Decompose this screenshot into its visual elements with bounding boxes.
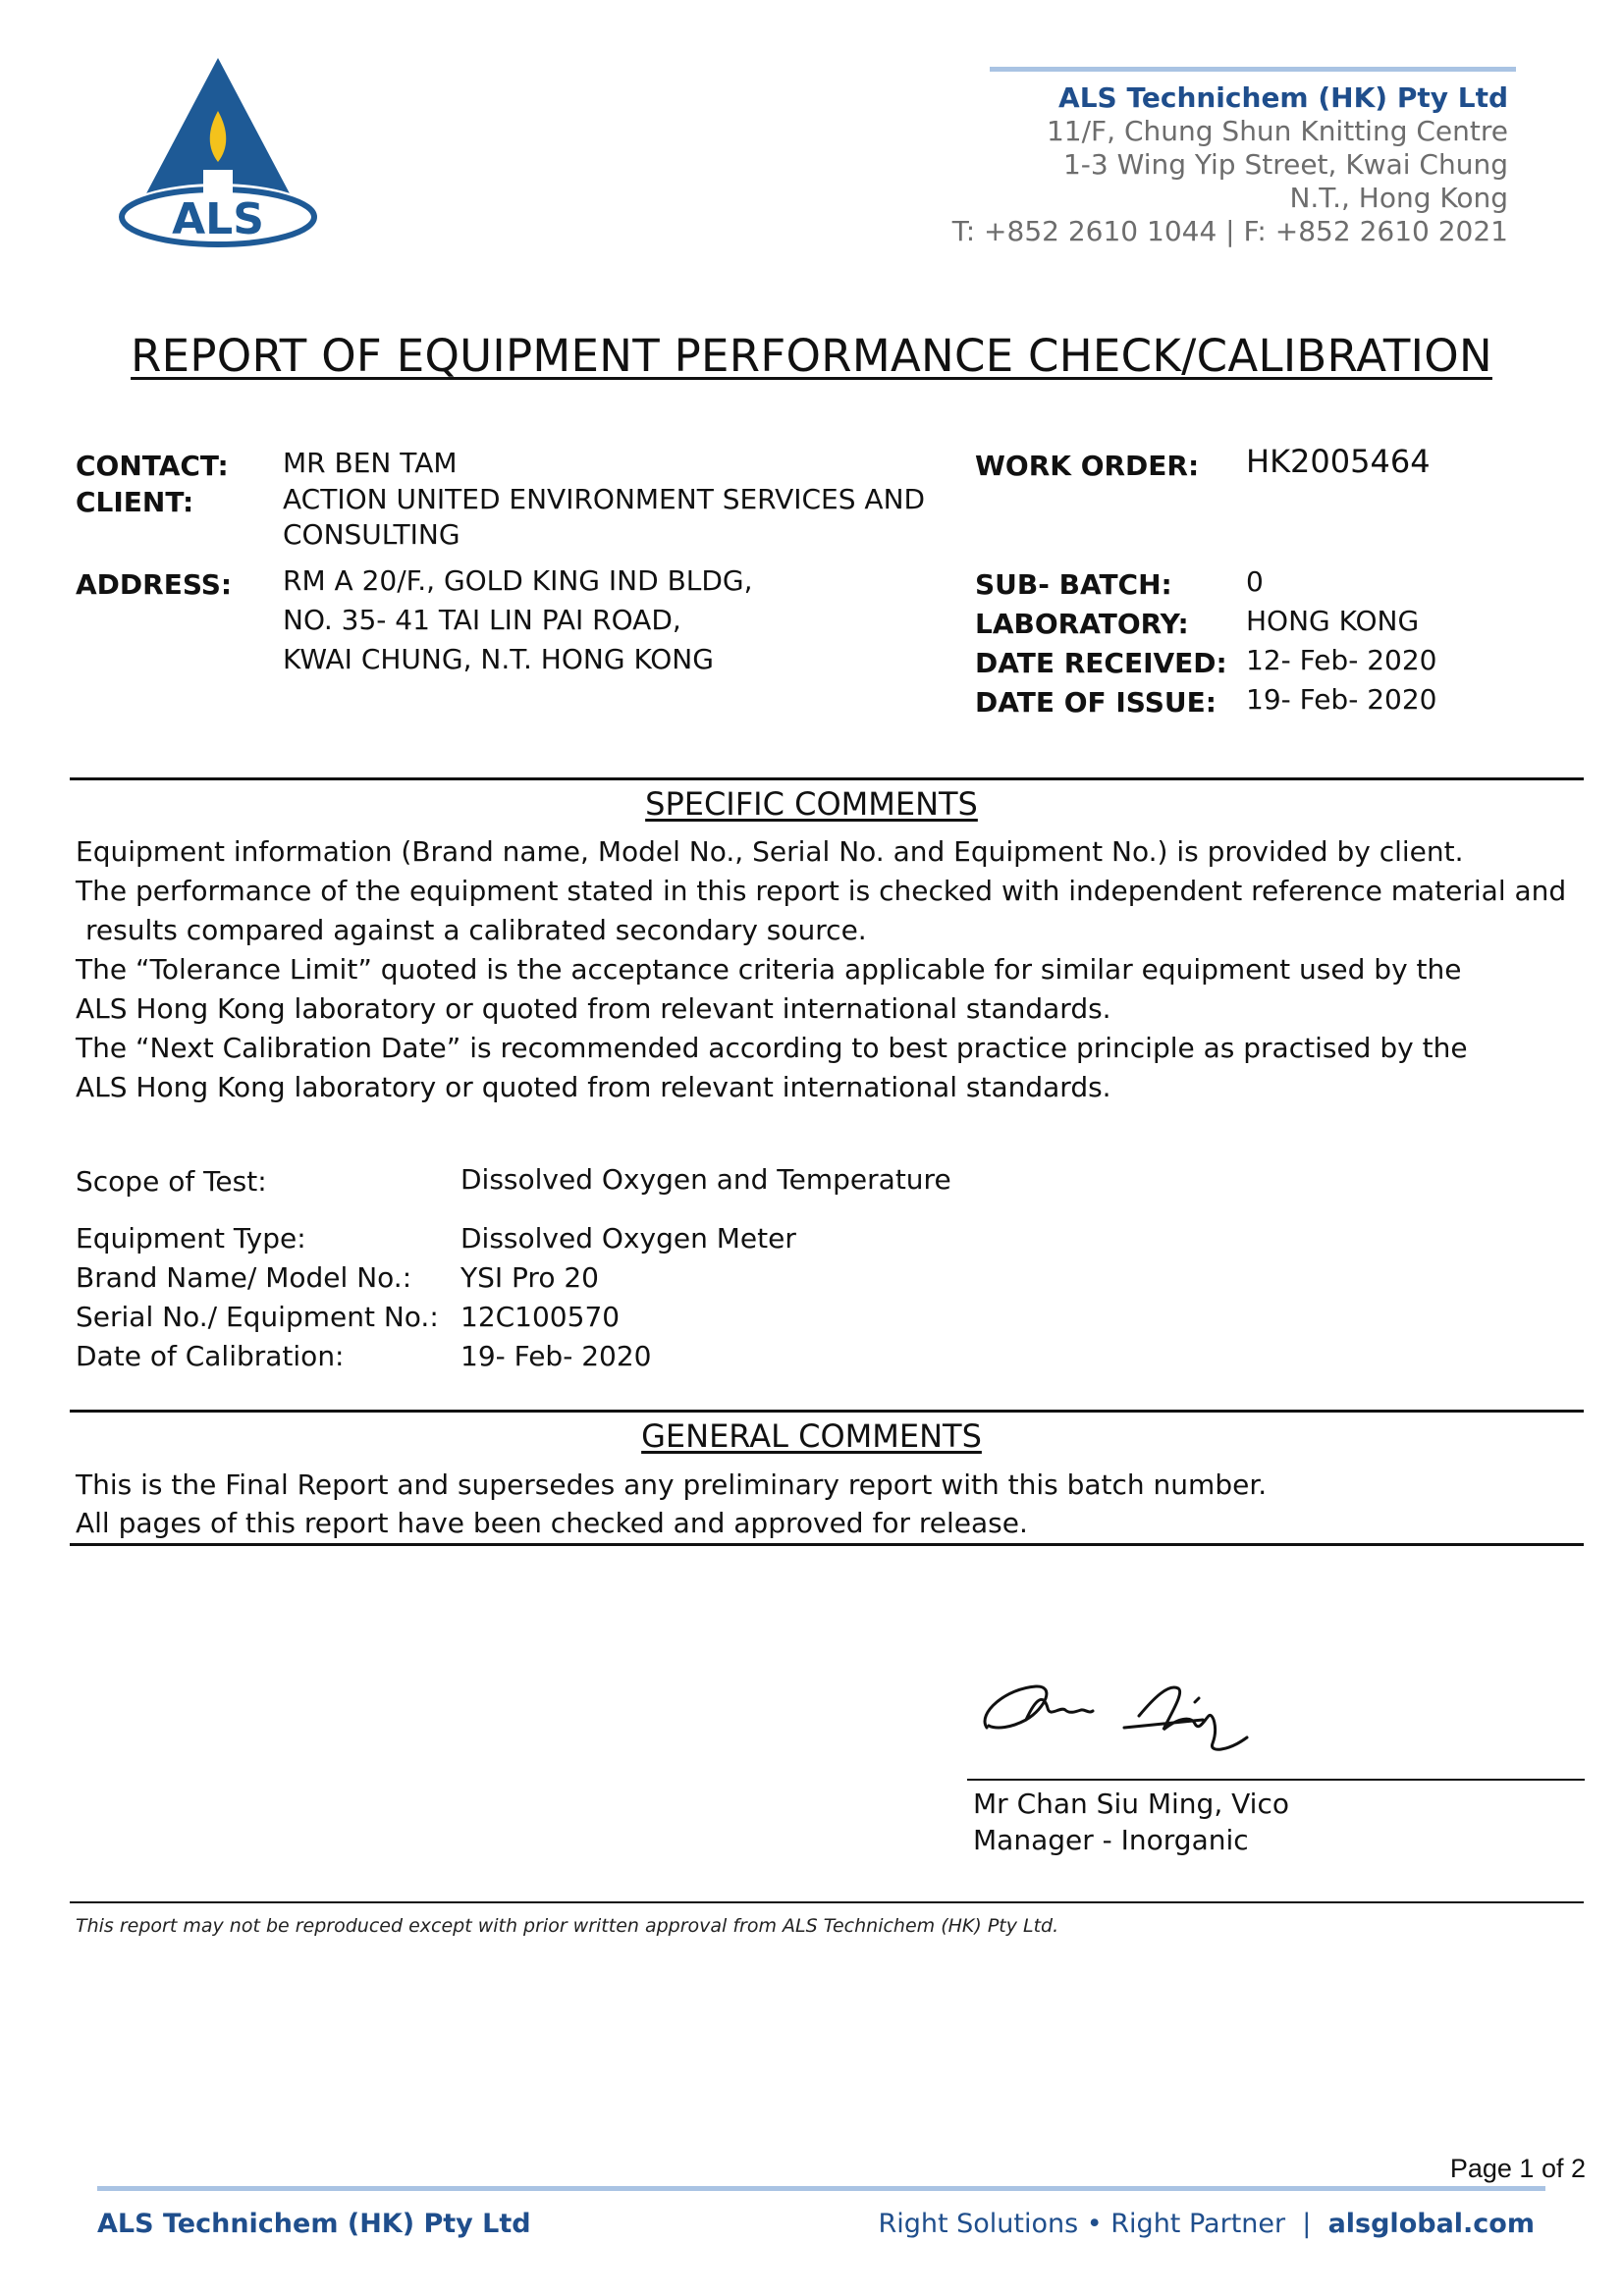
date-of-issue-label: DATE OF ISSUE: <box>975 686 1217 719</box>
logo-text: ALS <box>172 194 264 244</box>
brand-model-value: YSI Pro 20 <box>460 1261 599 1294</box>
company-address-line: 1-3 Wing Yip Street, Kwai Chung <box>1062 148 1508 181</box>
company-name: ALS Technichem (HK) Pty Ltd <box>1058 81 1508 114</box>
scope-value: Dissolved Oxygen and Temperature <box>460 1163 951 1196</box>
als-logo <box>113 54 324 250</box>
specific-comments-title: SPECIFIC COMMENTS <box>645 785 978 823</box>
address-line: RM A 20/F., GOLD KING IND BLDG, <box>283 564 753 597</box>
signatory-name: Mr Chan Siu Ming, Vico <box>973 1788 1289 1820</box>
company-phone-fax: T: +852 2610 1044 | F: +852 2610 2021 <box>951 215 1508 247</box>
section-divider <box>70 1410 1584 1413</box>
comment-line: The “Tolerance Limit” quoted is the acceptance criteria applicable for similar equipment used by the <box>76 953 1462 986</box>
date-received-label: DATE RECEIVED: <box>975 647 1227 679</box>
comment-line: This is the Final Report and supersedes any preliminary report with this batch number. <box>76 1468 1268 1501</box>
signature-icon <box>967 1659 1291 1767</box>
specific-comments-text <box>76 832 1566 1107</box>
page-number: Page 1 of 2 <box>1449 2154 1586 2183</box>
sub-batch-value: 0 <box>1246 565 1264 598</box>
footer-rule-top <box>70 1901 1584 1903</box>
comment-line: results compared against a calibrated secondary source. <box>85 914 867 946</box>
address-value <box>283 561 753 679</box>
sub-batch-label: SUB- BATCH: <box>975 568 1172 601</box>
comment-line: All pages of this report have been checked and approved for release. <box>76 1507 1028 1539</box>
comment-line: Equipment information (Brand name, Model No., Serial No. and Equipment No.) is provided by client. <box>76 835 1464 868</box>
laboratory-value: HONG KONG <box>1246 605 1420 637</box>
client-line: ACTION UNITED ENVIRONMENT SERVICES AND <box>283 483 926 515</box>
calibration-date-label: Date of Calibration: <box>76 1340 345 1372</box>
tagline-divider: | <box>1293 2209 1320 2239</box>
company-address-line: N.T., Hong Kong <box>1289 182 1508 214</box>
footer-disclaimer: This report may not be reproduced except with prior written approval from ALS Technichem (HK) Pty Ltd. <box>76 1915 1059 1937</box>
client-label: CLIENT: <box>76 486 194 518</box>
serial-value: 12C100570 <box>460 1301 621 1333</box>
client-line: CONSULTING <box>283 518 460 551</box>
work-order-value: HK2005464 <box>1246 443 1431 480</box>
contact-value: MR BEN TAM <box>283 447 458 479</box>
company-address-block <box>952 81 1508 248</box>
contact-label: CONTACT: <box>76 450 229 482</box>
signatory-role: Manager - Inorganic <box>973 1824 1249 1856</box>
comment-line: The “Next Calibration Date” is recommended according to best practice principle as practised by the <box>76 1032 1468 1064</box>
serial-label: Serial No./ Equipment No.: <box>76 1301 439 1333</box>
signature-rule <box>967 1779 1585 1781</box>
general-comments-title: GENERAL COMMENTS <box>641 1417 982 1455</box>
work-order-label: WORK ORDER: <box>975 450 1200 482</box>
brand-model-label: Brand Name/ Model No.: <box>76 1261 412 1294</box>
company-address-line: 11/F, Chung Shun Knitting Centre <box>1046 115 1508 147</box>
header-rule <box>990 67 1516 72</box>
laboratory-label: LABORATORY: <box>975 608 1189 640</box>
tagline-text: Right Solutions • Right Partner <box>878 2209 1286 2239</box>
comment-line: The performance of the equipment stated in this report is checked with independent reference material and <box>76 875 1567 907</box>
equipment-type-value: Dissolved Oxygen Meter <box>460 1222 796 1255</box>
general-comments-text <box>76 1466 1267 1542</box>
comment-line: ALS Hong Kong laboratory or quoted from relevant international standards. <box>76 1071 1111 1103</box>
comment-line: ALS Hong Kong laboratory or quoted from relevant international standards. <box>76 992 1111 1025</box>
date-of-issue-value: 19- Feb- 2020 <box>1246 683 1437 716</box>
scope-label: Scope of Test: <box>76 1165 267 1198</box>
section-divider <box>70 777 1584 780</box>
als-logo-icon <box>113 54 324 250</box>
client-value <box>283 482 925 553</box>
section-divider <box>70 1543 1584 1546</box>
equipment-type-label: Equipment Type: <box>76 1222 306 1255</box>
signature <box>967 1659 1291 1767</box>
address-line: KWAI CHUNG, N.T. HONG KONG <box>283 643 714 675</box>
address-line: NO. 35- 41 TAI LIN PAI ROAD, <box>283 604 681 636</box>
footer-tagline <box>878 2209 1535 2239</box>
date-received-value: 12- Feb- 2020 <box>1246 644 1437 676</box>
website-link[interactable]: alsglobal.com <box>1327 2209 1535 2239</box>
footer-company-name: ALS Technichem (HK) Pty Ltd <box>97 2209 531 2239</box>
footer-rule <box>97 2186 1545 2191</box>
calibration-date-value: 19- Feb- 2020 <box>460 1340 652 1372</box>
address-label: ADDRESS: <box>76 568 233 601</box>
report-title: REPORT OF EQUIPMENT PERFORMANCE CHECK/CALIBRATION <box>131 330 1492 382</box>
